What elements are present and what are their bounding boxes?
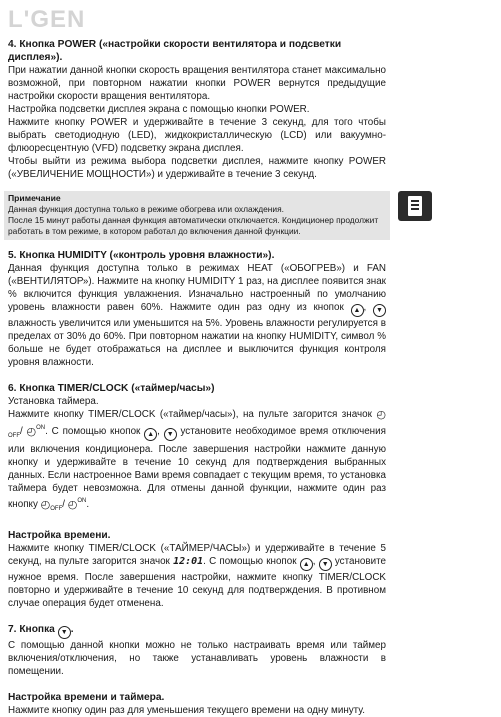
section-4-text: Нажмите кнопку POWER и удерживайте в течение 3 секунд, для того чтобы выбрать светодиодную (LED), жидкокристаллическую (LCD) или вакуумно-флюоресцентную (VFD) подсветку экрана дисплея. [8,117,386,154]
down-button-icon: ▼ [319,558,332,571]
section-5-title: 5. Кнопка HUMIDITY («контроль уровня влажности»). [8,250,275,261]
section-4-title: 4. Кнопка POWER («настройки скорости вентилятора и подсветки дисплея»). [8,39,342,63]
note-text: После 15 минут работы данная функция автоматически отключается. Кондиционер продолжит работать в том режиме, в котором работал до включения данной функции. [8,215,379,236]
section-4-text: Настройка подсветки дисплея экрана с помощью кнопки POWER. [8,104,310,115]
brand-logo: L'GEN [8,6,86,33]
section-7-text: С помощью данной кнопки можно не только настраивать время или таймер включения/отключения, но также устанавливать уровень влажности в помещении. [8,640,386,677]
notepad-icon [398,191,432,221]
down-button-icon: ▼ [373,304,386,317]
timer-on-icon: ◴ [26,426,37,438]
note-title: Примечание [8,193,61,203]
section-4-text: Чтобы выйти из режима выбора подсветки дисплея, нажмите кнопку POWER («УВЕЛИЧЕНИЕ МОЩНОСТИ») и удерживайте в течение 3 секунд. [8,156,386,180]
time-setting-title: Настройка времени. [8,530,111,541]
down-button-icon: ▼ [164,428,177,441]
down-button-icon: ▼ [58,626,71,639]
up-button-icon: ▲ [300,558,313,571]
section-7-title: 7. Кнопка ▼ . [8,623,386,639]
section-6-text: Нажмите кнопку TIMER/CLOCK («таймер/часы»), на пульте загорится значок $◴_{OFF}/$ ◴$^{ON}$. С помощью кнопок ▲ , ▼ установите необходимое время отключения или включения кондиционера. После завершения настройки нажмите данную кнопку и удерживайте в течение 10 секунд для подтверждения выбранных данных. Если настроенное Вами время совпадает с текущим время, то установка таймера будет невозможна. Для отмены данной функции, нажмите один раз кнопку $◴_{OFF}/$ ◴$^{ON}$. [8,409,386,512]
section-6-title: 6. Кнопка TIMER/CLOCK («таймер/часы») [8,383,215,394]
up-button-icon: ▲ [351,304,364,317]
section-5-text: Данная функция доступна только в режимах HEAT («ОБОГРЕВ») и FAN («ВЕНТИЛЯТОР»). Нажмите на кнопку HUMIDITY 1 раз, на дисплее появится знак % включится функция увлажнения. Изначально настроенный по умолчанию уровень влажности равен 60%. Нажмите один раз одну из кнопок ▲ , ▼ влажность увеличится или уменьшится на 5%. Уровень влажности регулируется в пределах от 30% до 60%. При повторном нажатии на кнопку HUMIDITY, символ % больше не будет отображаться на дисплее и выключится функция контроля уровня влажности. [8,263,386,368]
time-timer-title: Настройка времени и таймера. [8,692,165,703]
up-button-icon: ▲ [144,428,157,441]
note-box [4,191,390,240]
timer-off-icon: ◴ [40,499,51,511]
section-6-subtitle: Установка таймера. [8,396,99,407]
timer-on-icon: ◴ [67,499,78,511]
lcd-clock-icon: 12:01 [173,556,204,567]
section-4-text: При нажатии данной кнопки скорость вращения вентилятора станет максимально возможной, при повторном нажатии кнопки POWER вернутся предыдущие настройки скорости вращения вентилятора. [8,65,386,102]
note-text: Данная функция доступна только в режиме обогрева или охлаждения. [8,204,284,214]
timer-off-icon: ◴ [376,409,386,421]
time-timer-text: Нажмите кнопку один раз для уменьшения текущего времени на одну минуту. [8,705,365,716]
manual-page [8,38,386,717]
time-setting-text: Нажмите кнопку TIMER/CLOCK («ТАЙМЕР/ЧАСЫ») и удерживайте в течение 5 секунд, на пульте загорится значок 12:01. С помощью кнопок ▲ , ▼ установите нужное время. После завершения настройки, нажмите кнопку TIMER/CLOCK повторно и удерживайте в течение 10 секунд для подтверждения. В противном случае операция будет отменена. [8,543,386,609]
